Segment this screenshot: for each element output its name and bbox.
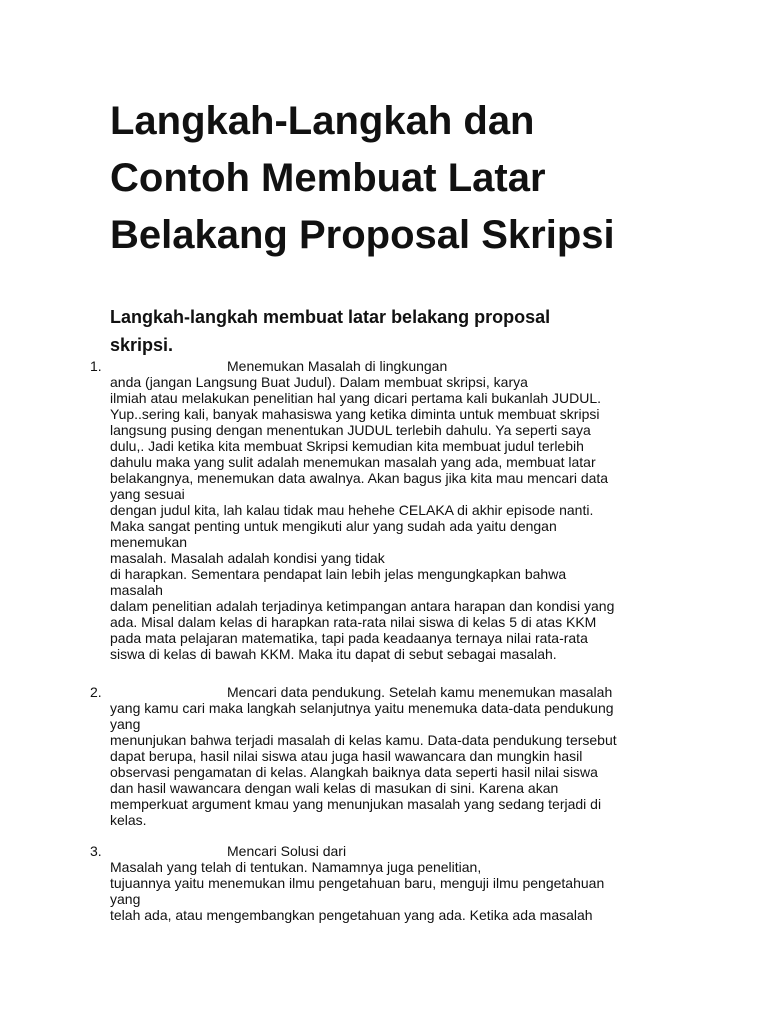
list-item-line: dan hasil wawancara dengan wali kelas di masukan di sini. Karena akan [110, 780, 559, 796]
list-item-text [110, 684, 710, 828]
list-item-line: dalam penelitian adalah terjadinya ketimpangan antara harapan dan kondisi yang [110, 598, 615, 614]
list-item-text [110, 843, 710, 923]
list-item-line: di harapkan. Sementara pendapat lain lebih jelas mengungkapkan bahwa [110, 566, 567, 582]
list-item-line: yang kamu cari maka langkah selanjutnya yaitu menemuka data-data pendukung [110, 700, 614, 716]
title-line: Belakang Proposal Skripsi [110, 213, 615, 257]
list-item-line: observasi pengamatan di kelas. Alangkah baiknya data seperti hasil nilai siswa [110, 764, 598, 780]
list-item-line: masalah. Masalah adalah kondisi yang tidak [110, 550, 385, 566]
list-item-line: Yup..sering kali, banyak mahasiswa yang ketika diminta untuk membuat skripsi [110, 406, 600, 422]
list-item-line: memperkuat argument kmau yang menunjukan masalah yang sedang terjadi di [110, 796, 602, 812]
list-item-line: Maka sangat penting untuk mengikuti alur yang sudah ada yaitu dengan [110, 518, 557, 534]
list-item-line: langsung pusing dengan menentukan JUDUL terlebih dahulu. Ya seperti saya [110, 422, 591, 438]
title-line: Langkah-Langkah dan [110, 99, 535, 143]
list-item-line: kelas. [110, 812, 147, 828]
list-item-line: telah ada, atau mengembangkan pengetahuan yang ada. Ketika ada masalah [110, 907, 593, 923]
list-item-line: siswa di kelas di bawah KKM. Maka itu dapat di sebut sebagai masalah. [110, 646, 557, 662]
list-item-line: anda (jangan Langsung Buat Judul). Dalam membuat skripsi, karya [110, 374, 528, 390]
list-item-number: 3. [90, 843, 102, 859]
list-item-line: yang [110, 891, 141, 907]
list-item-line: Mencari Solusi dari [227, 843, 347, 859]
title-line: Contoh Membuat Latar [110, 156, 546, 200]
list-item-line: menunjukan bahwa terjadi masalah di kelas kamu. Data-data pendukung tersebut [110, 732, 617, 748]
list-item-line: dapat berupa, hasil nilai siswa atau juga hasil wawancara dan mungkin hasil [110, 748, 583, 764]
list-item-line: belakangnya, menemukan data awalnya. Akan bagus jika kita mau mencari data [110, 470, 609, 486]
list-item-line: masalah [110, 582, 163, 598]
list-item-line: dengan judul kita, lah kalau tidak mau hehehe CELAKA di akhir episode nanti. [110, 502, 594, 518]
list-item-line: dahulu maka yang sulit adalah menemukan masalah yang ada, membuat latar [110, 454, 596, 470]
list-item-line: Mencari data pendukung. Setelah kamu menemukan masalah [227, 684, 613, 700]
list-item-line: Masalah yang telah di tentukan. Namamnya juga penelitian, [110, 859, 482, 875]
document-title [110, 93, 730, 264]
list-item-line: yang [110, 716, 141, 732]
list-item-number: 1. [90, 358, 102, 374]
list-item-line: pada mata pelajaran matematika, tapi pada keadaanya ternaya nilai rata-rata [110, 630, 588, 646]
list-item-line: menemukan [110, 534, 188, 550]
list-item-number: 2. [90, 684, 102, 700]
list-item-text [110, 358, 710, 662]
list-item-line: ada. Misal dalam kelas di harapkan rata-rata nilai siswa di kelas 5 di atas KKM [110, 614, 597, 630]
list-item-line: yang sesuai [110, 486, 185, 502]
list-item-line: Menemukan Masalah di lingkungan [227, 358, 448, 374]
list-item-line: tujuannya yaitu menemukan ilmu pengetahuan baru, menguji ilmu pengetahuan [110, 875, 605, 891]
list-item-line: dulu,. Jadi ketika kita membuat Skripsi kemudian kita membuat judul terlebih [110, 438, 584, 454]
section-heading-line: skripsi. [110, 335, 174, 355]
section-heading [110, 303, 670, 359]
section-heading-line: Langkah-langkah membuat latar belakang proposal [110, 307, 551, 327]
list-item-line: ilmiah atau melakukan penelitian hal yang dicari pertama kali bukanlah JUDUL. [110, 390, 602, 406]
